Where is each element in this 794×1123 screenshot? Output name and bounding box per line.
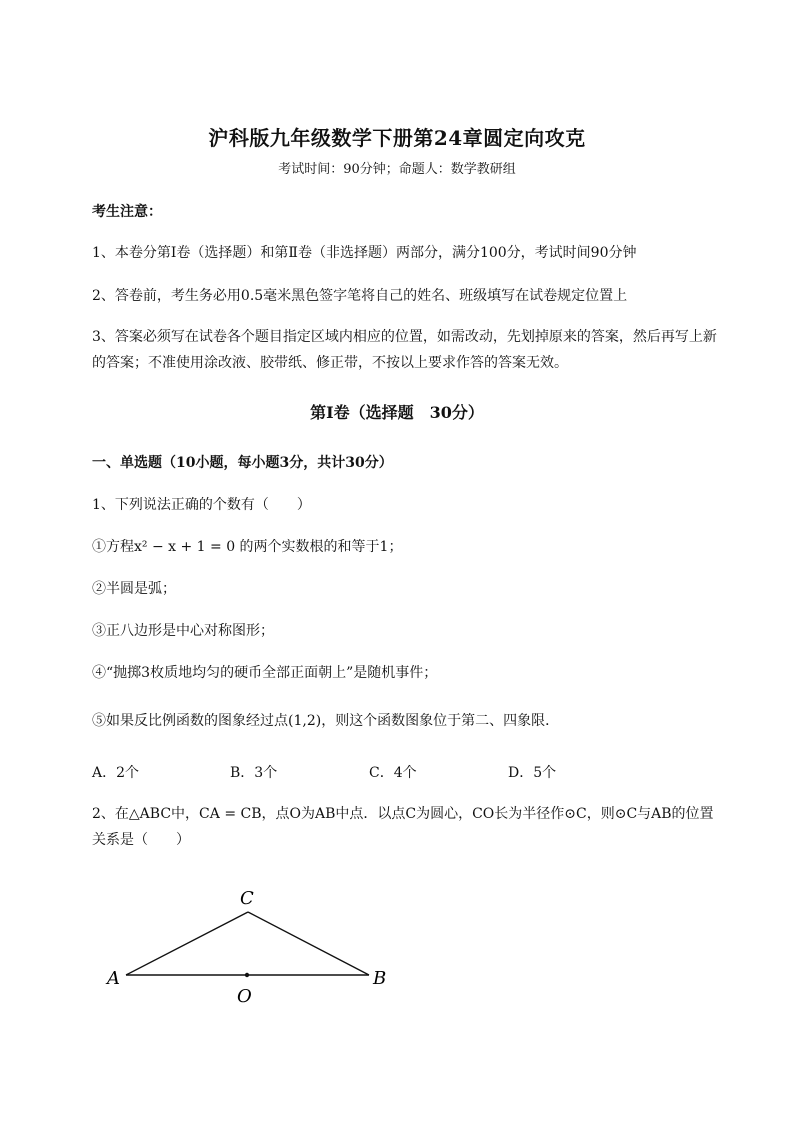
q2-stem-line1: 2、在△ABC中，CA = CB，点O为AB中点．以点C为圆心，CO长为半径作⊙C，则⊙C与AB的位置 [92, 806, 714, 822]
q1-statement-2: ②半圆是弧； [92, 581, 176, 597]
q1-option-c: C．4个 [369, 765, 417, 781]
q1-option-d: D．5个 [508, 765, 557, 781]
notice-heading: 考生注意： [92, 204, 162, 220]
q1-option-b: B．3个 [230, 765, 278, 781]
q1-option-a: A．2个 [92, 765, 140, 781]
section-title: 第I卷（选择题 30分） [310, 403, 484, 422]
q2-stem-line2: 关系是（ ） [92, 832, 190, 848]
label-b: B [373, 968, 387, 989]
exam-info: 考试时间：90分钟；命题人：数学教研组 [278, 162, 516, 177]
notice-item-3-cont: 的答案；不准使用涂改液、胶带纸、修正带，不按以上要求作答的答案无效。 [92, 355, 568, 371]
notice-item-1: 1、本卷分第I卷（选择题）和第Ⅱ卷（非选择题）两部分，满分100分，考试时间90分钟 [92, 245, 637, 261]
q1-statement-1: ①方程x² − x + 1 = 0 的两个实数根的和等于1； [92, 539, 403, 555]
triangle-figure [100, 880, 400, 1010]
segment-bc [248, 912, 369, 975]
segment-ac [126, 912, 248, 975]
point-o [245, 973, 249, 977]
part-heading: 一、单选题（10小题，每小题3分，共计30分） [92, 455, 393, 471]
label-a: A [107, 968, 120, 989]
notice-item-3: 3、答案必须写在试卷各个题目指定区域内相应的位置，如需改动，先划掉原来的答案，然后再写上新 [92, 329, 717, 345]
notice-item-2: 2、答卷前，考生务必用0.5毫米黑色签字笔将自己的姓名、班级填写在试卷规定位置上 [92, 288, 628, 304]
q1-stem: 1、下列说法正确的个数有（ ） [92, 497, 311, 513]
q1-statement-5: ⑤如果反比例函数的图象经过点(1,2)，则这个函数图象位于第二、四象限． [92, 713, 560, 729]
label-c: C [240, 888, 254, 909]
q1-statement-3: ③正八边形是中心对称图形； [92, 623, 274, 639]
q1-statement-4: ④“抛掷3枚质地均匀的硬币全部正面朝上”是随机事件； [92, 665, 438, 681]
page-title: 沪科版九年级数学下册第24章圆定向攻克 [208, 126, 586, 150]
label-o: O [237, 986, 252, 1007]
